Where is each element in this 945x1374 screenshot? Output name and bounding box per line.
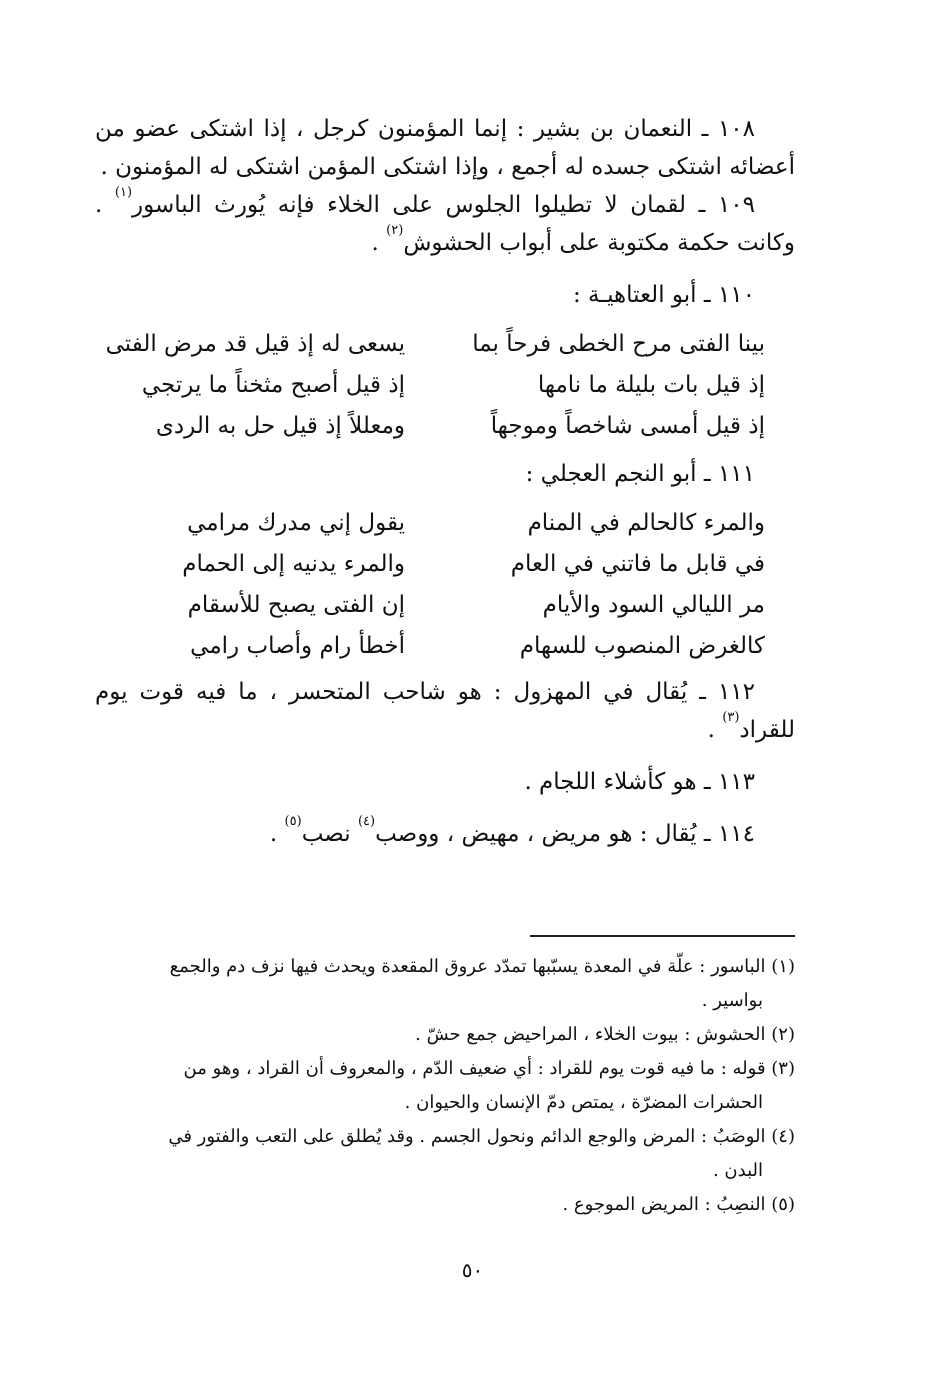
verse-hemistich-first: كالغرض المنصوب للسهام bbox=[519, 633, 765, 659]
verse-line bbox=[95, 626, 795, 667]
verse-hemistich-second: ومعللاً إذ قيل حل به الردى bbox=[155, 413, 405, 439]
verse-hemistich-second: يقول إني مدرك مرامي bbox=[187, 510, 405, 536]
entry-112-text-a: ١١٢ ـ يُقال في المهزول : هو شاحب المتحسر ، ما فيه قوت يوم للقراد bbox=[95, 679, 795, 743]
entry-112 bbox=[95, 673, 795, 749]
verse-hemistich-first: بينا الفتى مرح الخطى فرحاً بما bbox=[472, 331, 765, 357]
entry-108-text: ١٠٨ ـ النعمان بن بشير : إنما المؤمنون كرجل ، إذا اشتكى عضو من أعضائه اشتكى جسده له أجمع ، وإذا اشتكى المؤمن اشتكى له المؤمنون . bbox=[95, 116, 795, 180]
verse-hemistich-second: يسعى له إذ قيل قد مرض الفتى bbox=[105, 331, 405, 357]
footnote-marker-1[interactable]: (١) bbox=[114, 185, 133, 200]
verse-line bbox=[95, 365, 795, 406]
verse-hemistich-first: إذ قيل أمسى شاخصاً وموجهاً bbox=[490, 413, 765, 439]
main-text bbox=[95, 110, 795, 853]
footnote-4-line-2: البدن . bbox=[712, 1160, 763, 1181]
verse-hemistich-first: مر الليالي السود والأيام bbox=[542, 592, 765, 618]
verse-line bbox=[95, 503, 795, 544]
footnote-2: (٢) الحشوش : بيوت الخلاء ، المراحيض جمع حشّ . bbox=[415, 1024, 795, 1045]
footnote-3 bbox=[95, 1052, 795, 1120]
footnote-1-line-1: (١) الباسور : علّة في المعدة يسبّبها تمدّد عروق المقعدة ويحدث فيها نزف دم والجمع bbox=[169, 956, 795, 977]
entry-109-text-a: ١٠٩ ـ لقمان لا تطيلوا الجلوس على الخلاء فإنه يُورث الباسور bbox=[132, 192, 755, 218]
footnote-marker-2[interactable]: (٢) bbox=[386, 223, 404, 238]
entry-113: ١١٣ ـ هو كأشلاء اللجام . bbox=[524, 769, 755, 795]
verse-line bbox=[95, 585, 795, 626]
verse-line bbox=[95, 544, 795, 585]
entry-112-text-b: . bbox=[707, 717, 723, 743]
footnote-4 bbox=[95, 1120, 795, 1188]
footnote-1 bbox=[95, 950, 795, 1018]
verse-hemistich-second: إن الفتى يصبح للأسقام bbox=[187, 592, 405, 618]
page-number: ٥٠ bbox=[461, 1258, 484, 1282]
verse-hemistich-first: في قابل ما فاتني في العام bbox=[510, 551, 765, 577]
footnotes bbox=[95, 950, 795, 1222]
poem-111 bbox=[95, 503, 795, 667]
entry-110-heading: ١١٠ ـ أبو العتاهيـة : bbox=[572, 282, 755, 308]
entry-111-heading: ١١١ ـ أبو النجم العجلي : bbox=[525, 461, 755, 487]
footnote-1-line-2: بواسير . bbox=[701, 990, 763, 1011]
footnote-5: (٥) النصِبُ : المريض الموجوع . bbox=[562, 1194, 795, 1215]
verse-hemistich-second: إذ قيل أصبح مثخناً ما يرتجي bbox=[141, 372, 405, 398]
footnote-marker-4[interactable]: (٤) bbox=[357, 814, 376, 829]
footnote-separator bbox=[530, 935, 795, 937]
footnote-marker-5[interactable]: (٥) bbox=[284, 814, 302, 829]
entry-108 bbox=[95, 110, 795, 186]
footnote-marker-3[interactable]: (٣) bbox=[722, 710, 740, 725]
entry-109 bbox=[95, 186, 795, 262]
verse-line bbox=[95, 406, 795, 447]
verse-hemistich-first: والمرء كالحالم في المنام bbox=[527, 510, 765, 536]
entry-114-text-a: ١١٤ ـ يُقال : هو مريض ، مهيض ، ووصب bbox=[375, 821, 755, 847]
entry-109-text-c: . bbox=[371, 230, 387, 256]
verse-hemistich-second: والمرء يدنيه إلى الحمام bbox=[182, 551, 405, 577]
verse-line bbox=[95, 324, 795, 365]
footnote-4-line-1: (٤) الوصَبُ : المرض والوجع الدائم ونحول الجسم . وقد يُطلق على التعب والفتور في bbox=[168, 1126, 795, 1147]
entry-114-text-b: نصب bbox=[301, 821, 358, 847]
verse-hemistich-second: أخطأ رام وأصاب رامي bbox=[190, 633, 405, 659]
footnote-3-line-2: الحشرات المضرّة ، يمتص دمّ الإنسان والحيوان . bbox=[404, 1092, 763, 1113]
poem-110 bbox=[95, 324, 795, 447]
footnote-3-line-1: (٣) قوله : ما فيه قوت يوم للقراد : أي ضعيف الدّم ، والمعروف أن القراد ، وهو من bbox=[183, 1058, 795, 1079]
entry-114 bbox=[95, 815, 795, 853]
entry-109-text-b: . وكانت حكمة مكتوبة على أبواب الحشوش bbox=[95, 192, 795, 256]
entry-114-text-c: . bbox=[269, 821, 285, 847]
verse-hemistich-first: إذ قيل بات بليلة ما نامها bbox=[537, 372, 765, 398]
